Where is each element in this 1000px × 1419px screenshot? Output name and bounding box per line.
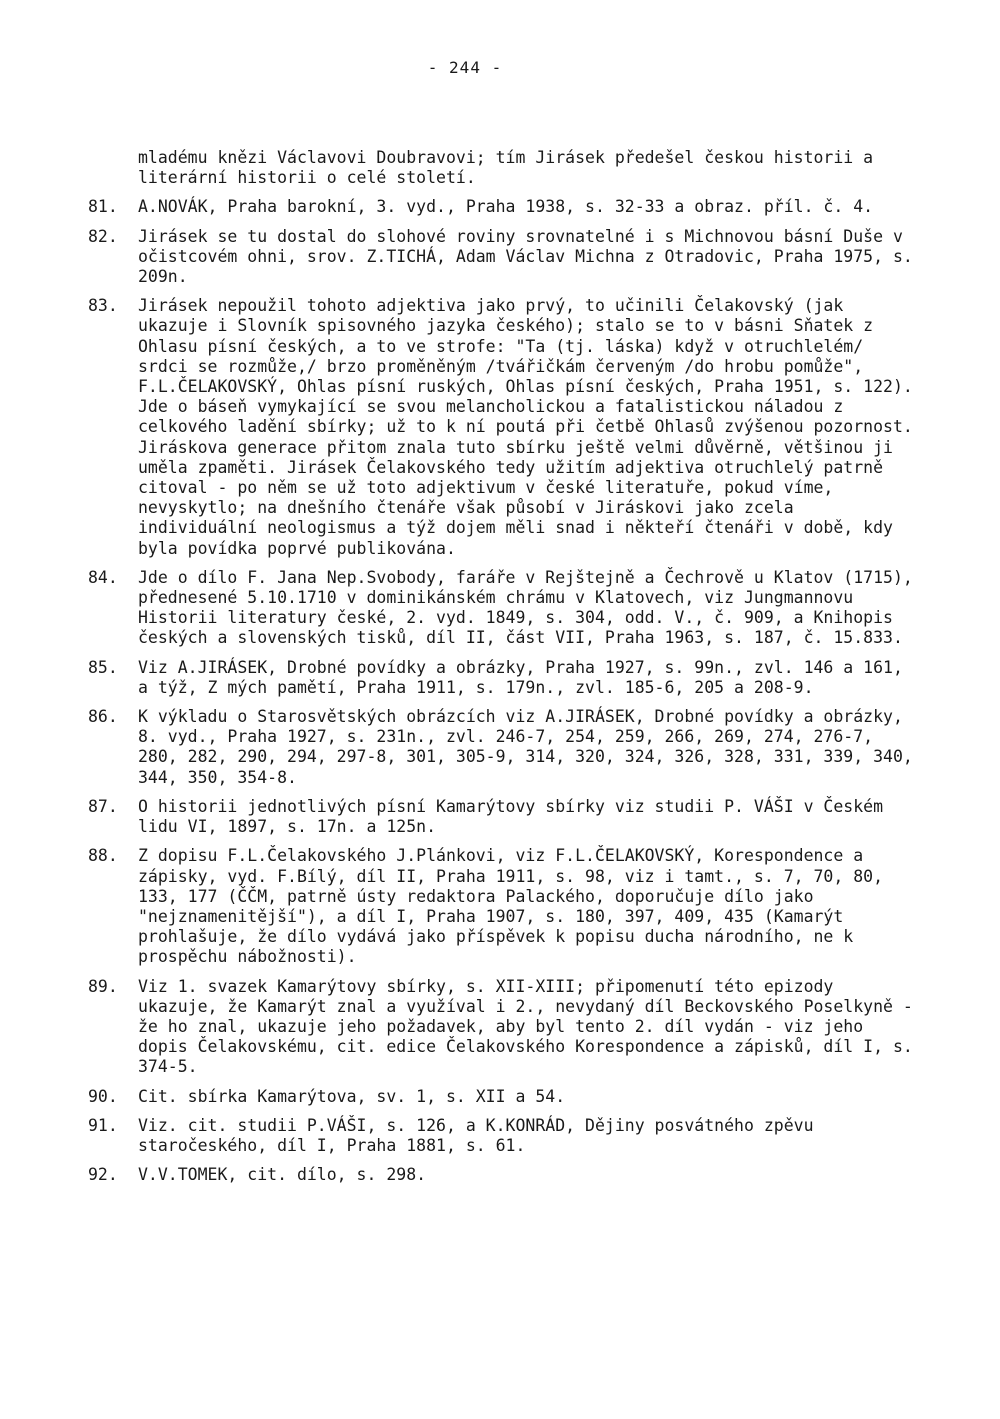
note-text: Viz A.JIRÁSEK, Drobné povídky a obrázky, Praha 1927, s. 99n., zvl. 146 a 161, a týž, Z mých pamětí, Praha 1911, s. 179n., zvl. 185-6, 205 a 208-9. — [138, 657, 903, 697]
note-number: 86. — [88, 707, 118, 727]
note-text: Cit. sbírka Kamarýtova, sv. 1, s. XII a 54. — [138, 1086, 566, 1106]
note-number: 83. — [88, 296, 118, 316]
note-item — [88, 846, 918, 967]
note-number: 87. — [88, 796, 118, 816]
note-number: 89. — [88, 976, 118, 996]
note-item — [88, 1165, 918, 1185]
note-number: 81. — [88, 197, 118, 217]
note-number: 92. — [88, 1165, 118, 1185]
endnotes — [88, 148, 918, 1194]
note-text: Jde o dílo F. Jana Nep.Svobody, faráře v Rejštejně a Čechrově u Klatov (1715), přednesené 5.10.1710 v dominikánském chrámu v Klatovech, viz Jungmannovu Historii literatury české, 2. vyd. 1849, s. 304, odd. V., č. 909, a Knihopis českých a slovenských tisků, díl II, část VII, Praha 1963, s. 187, č. 15.833. — [138, 567, 913, 648]
notes-list — [88, 197, 918, 1185]
note-item — [88, 707, 918, 788]
note-number: 84. — [88, 567, 118, 587]
note-text: Z dopisu F.L.Čelakovského J.Plánkovi, viz F.L.ČELAKOVSKÝ, Korespondence a zápisky, vyd. F.Bílý, díl II, Praha 1911, s. 98, viz i tamt., s. 7, 70, 80, 133, 177 (ČČM, patrně ústy redaktora Palackého, doporučuje dílo jako "nejznamenitější"), a díl I, Praha 1907, s. 180, 397, 409, 435 (Kamarýt prohlašuje, že dílo vydává jako příspěvek k popisu ducha národního, ne k prospěchu nábožnosti). — [138, 846, 884, 967]
note-text: V.V.TOMEK, cit. dílo, s. 298. — [138, 1165, 427, 1185]
note-text: Jirásek nepoužil tohoto adjektiva jako prvý, to učinili Čelakovský (jak ukazuje i Slovník spisovného jazyka českého); stalo se to v básni Sňatek z Ohlasu písní českých, a to ve strofe: "Ta (tj. láska) když v otruchlelém/ srdci se rozmůže,/ brzo proměněným /tvářičkám červeným /do hrobu pomůže", F.L.ČELAKOVSKÝ, Ohlas písní ruských, Ohlas písní českých, Praha 1951, s. 122). Jde o báseň vymykající se svou melancholickou a fatalistickou náladou z celkového ladění sbírky; už to k ní poutá při četbě Ohlasů zvýšenou pozornost. Jiráskova generace přitom znala tuto sbírku ještě velmi důvěrně, většinou ji uměla zpaměti. Jirásek Čelakovského tedy užitím adjektiva otruchlelý patrně citoval - po něm se už toto adjektivum v české literatuře, pokud víme, nevyskytlo; na dnešního čtenáře však působí v Jiráskovi jako zcela individuální neologismus a týž dojem měli snad i někteří čtenáři v době, kdy byla povídka poprvé publikována. — [138, 296, 913, 558]
page-number: - 244 - — [427, 58, 503, 77]
note-item — [88, 977, 918, 1078]
note-item — [88, 1087, 918, 1107]
note-number: 90. — [88, 1086, 118, 1106]
note-item — [88, 797, 918, 837]
note-item — [88, 1116, 918, 1156]
note-continuation — [88, 148, 918, 188]
note-number: 88. — [88, 846, 118, 866]
note-text: Viz 1. svazek Kamarýtovy sbírky, s. XII-XIII; připomenutí této epizody ukazuje, že Kamarýt znal a využíval i 2., nevydaný díl Beckovského Poselkyně - že ho znal, ukazuje jeho požadavek, aby byl tento 2. díl vydán - viz jeho dopis Čelakovskému, cit. edice Čelakovského Korespondence a zápisků, díl I, s. 374-5. — [138, 976, 913, 1077]
note-item — [88, 568, 918, 649]
note-number: 82. — [88, 226, 118, 246]
note-item — [88, 658, 918, 698]
note-number: 91. — [88, 1115, 118, 1135]
note-item — [88, 227, 918, 288]
note-item — [88, 197, 918, 217]
note-text: K výkladu o Starosvětských obrázcích viz A.JIRÁSEK, Drobné povídky a obrázky, 8. vyd., Praha 1927, s. 231n., zvl. 246-7, 254, 259, 266, 269, 274, 276-7, 280, 282, 290, 294, 297-8, 301, 305-9, 314, 320, 324, 326, 328, 331, 339, 340, 344, 350, 354-8. — [138, 707, 913, 787]
note-text: O historii jednotlivých písní Kamarýtovy sbírky viz studii P. VÁŠI v Českém lidu VI, 1897, s. 17n. a 125n. — [138, 796, 884, 837]
note-text: A.NOVÁK, Praha barokní, 3. vyd., Praha 1938, s. 32-33 a obraz. příl. č. 4. — [138, 197, 874, 217]
note-text: mladému knězi Václavovi Doubravovi; tím Jirásek předešel českou historii a literární historii o celé století. — [138, 148, 874, 188]
note-item — [88, 296, 918, 559]
note-text: Viz. cit. studii P.VÁŠI, s. 126, a K.KONRÁD, Dějiny posvátného zpěvu staročeského, díl I, Praha 1881, s. 61. — [138, 1115, 814, 1155]
note-number: 85. — [88, 657, 118, 677]
note-text: Jirásek se tu dostal do slohové roviny srovnatelné i s Michnovou básní Duše v očistcovém ohni, srov. Z.TICHÁ, Adam Václav Michna z Otradovic, Praha 1975, s. 209n. — [138, 226, 913, 287]
